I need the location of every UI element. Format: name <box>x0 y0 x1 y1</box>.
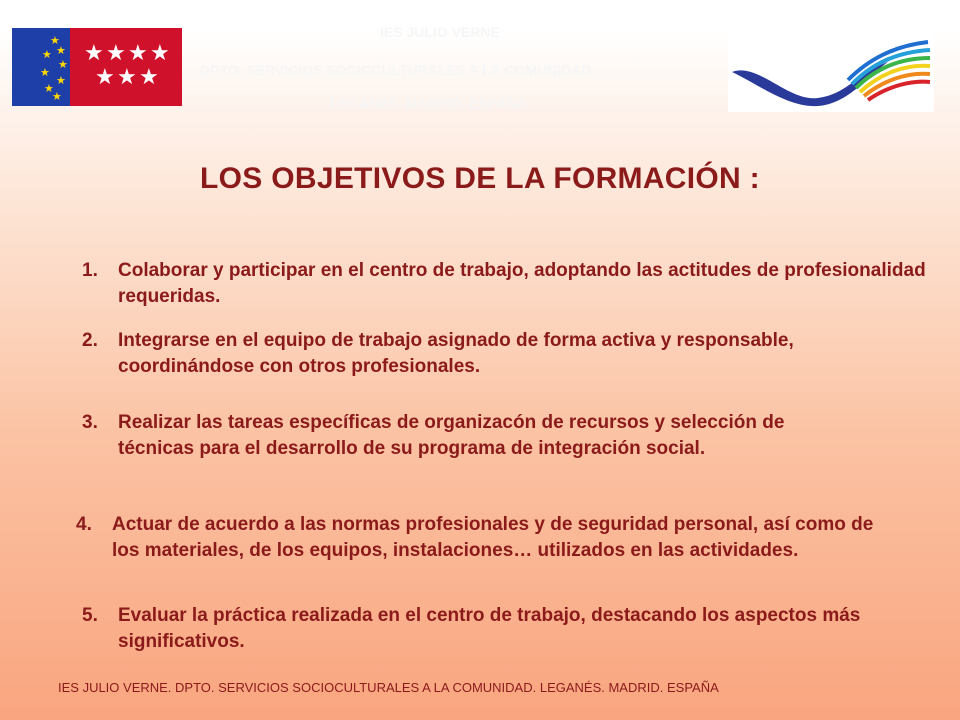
objective-number: 2. <box>82 330 98 351</box>
objective-item <box>82 328 862 380</box>
madrid-flag-icon: ★ ★ ★ ★ ★ ★ ★ <box>70 28 182 106</box>
header-line-3: LEGANÉS. MADRID. ESPAÑA <box>330 95 527 111</box>
objective-number: 5. <box>82 605 98 626</box>
eu-flag-icon: ★ ★ ★ ★ ★ ★ ★ ★ <box>12 28 70 106</box>
objective-item <box>82 410 842 462</box>
objective-number: 4. <box>76 514 92 535</box>
leonardo-logo-icon <box>728 32 934 112</box>
objective-number: 3. <box>82 412 98 433</box>
objective-text: Colaborar y participar en el centro de trabajo, adoptando las actitudes de profesionalidad requeridas. <box>118 260 926 307</box>
header-line-2: DPTO. SERVICIOS SOCIOCULTURALES A LA COMUNIDAD <box>200 62 592 78</box>
objective-text: Evaluar la práctica realizada en el centro de trabajo, destacando los aspectos más significativos. <box>118 605 861 652</box>
footer-text: IES JULIO VERNE. DPTO. SERVICIOS SOCIOCULTURALES A LA COMUNIDAD. LEGANÉS. MADRID. ESPAÑA <box>58 680 719 695</box>
objective-text: Actuar de acuerdo a las normas profesionales y de seguridad personal, así como de los materiales, de los equipos, instalaciones… utilizados en las actividades. <box>112 514 874 561</box>
page-title: LOS OBJETIVOS DE LA FORMACIÓN : <box>200 162 760 195</box>
objective-item <box>76 512 906 564</box>
objective-item <box>82 603 912 655</box>
objective-number: 1. <box>82 260 98 281</box>
header-line-1: IES JULIO VERNE <box>380 24 500 40</box>
objective-text: Realizar las tareas específicas de organizacón de recursos y selección de técnicas para el desarrollo de su programa de integración social. <box>118 412 785 459</box>
objective-item <box>82 258 942 310</box>
objective-text: Integrarse en el equipo de trabajo asignado de forma activa y responsable, coordinándose con otros profesionales. <box>118 330 794 377</box>
